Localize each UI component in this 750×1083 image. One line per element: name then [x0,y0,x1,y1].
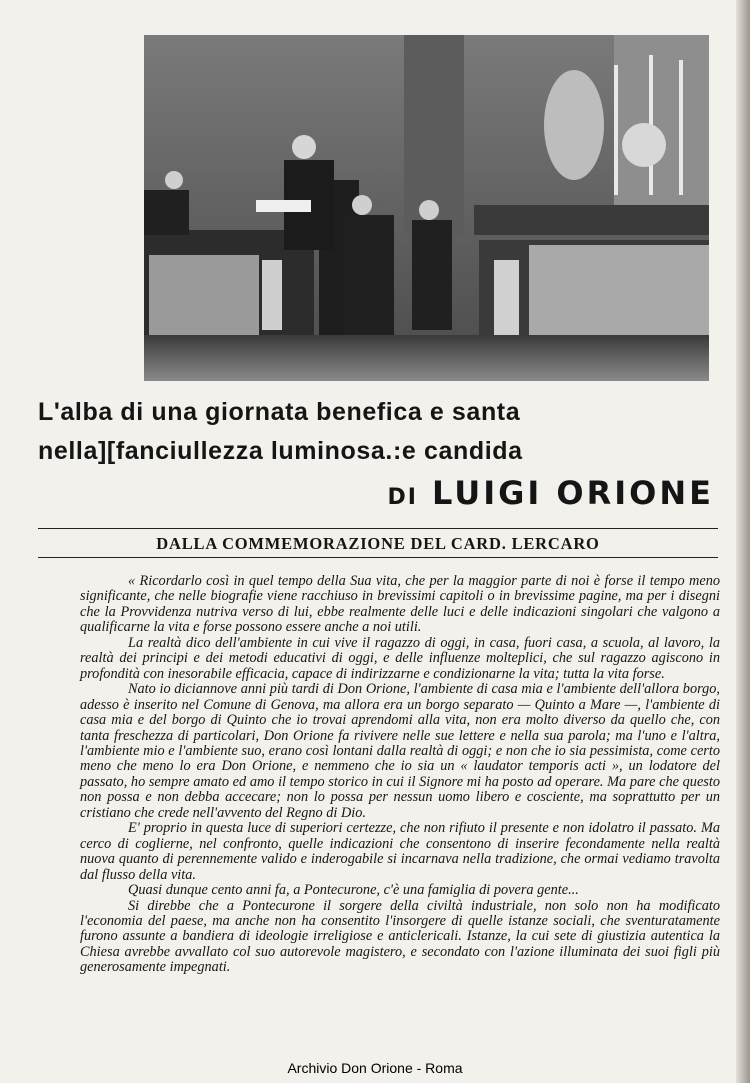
paragraph-5: Quasi dunque cento anni fa, a Pontecurone, c'è una famiglia di povera gente... [128,882,579,899]
page-edge [736,0,750,1083]
archive-caption: Archivio Don Orione - Roma [287,1060,463,1076]
paragraph-1: « Ricordarlo così in quel tempo della Sua vita, che per la maggior parte di noi è forse il tempo meno significante, che nelle biografie viene racchiuso in brevissimi capitoli o in brevissime pagine, ma per i disegni che la Provvidenza nutriva verso di lui, ebbe realmente delle luci e delle indicazioni singolari che valgono a qualificarne la vita e forse possono essere anche a noi utili. [80,573,720,636]
headline [38,395,718,512]
subtitle-rule-bottom [38,557,718,558]
headline-line-2: nella][fanciullezza luminosa.:e candida [38,437,523,465]
article-body [80,574,720,976]
ceremony-photo-illustration [144,35,709,381]
paragraph-3: Nato io diciannove anni più tardi di Don Orione, l'ambiente di casa mia e l'ambiente dell'allora borgo, adesso è inserito nel Comune di Genova, ma allora era un borgo separato — Quinto a Mare —, l'ambiente di casa mia e del borgo di Quinto che io trovai aprendomi alla vita, non era molto diverso da quello che, con tanta freschezza di particolari, Don Orione fa rivivere nelle sue lettere e nella sua parola; ma l'uno e l'altra, l'ambiente mio e l'ambiente suo, erano così lontani dalla realtà di oggi; e non che io sia pessimista, come certo meno che meno lo era Don Orione, e nemmeno che io sia un « laudator temporis acti », un lodatore del passato, ho sempre amato ed amo il tempo storico in cui il Signore mi ha posto ad operare. Ma pare che questo non possa e non debba accecare; non lo possa per nessun uomo libero e cosciente, ma soprattutto per un cristiano che crede nell'avvento del Regno di Dio. [80,681,720,821]
subtitle: DALLA COMMEMORAZIONE DEL CARD. LERCARO [156,534,600,553]
headline-line-1: L'alba di una giornata benefica e santa [38,398,521,426]
headline-prefix: DI [387,485,418,510]
headline-name: LUIGI ORIONE [431,474,714,512]
paragraph-2: La realtà dico dell'ambiente in cui vive il ragazzo di oggi, in casa, fuori casa, a scuola, al lavoro, la realtà dei principi e dei metodi educativi di oggi, e delle influenze molteplici, che sul ragazzo agiscono in profondità con inesorabile efficacia, capace di indirizzarne e condizionarne la vita; tutta la vita forse. [80,634,720,682]
headline-line-3 [388,473,715,518]
ceremony-photo [144,35,709,381]
paragraph-6: Si direbbe che a Pontecurone il sorgere della civiltà industriale, non solo non ha modificato l'economia del paese, ma anche non ha consentito l'insorgere di quelle istanze sociali, che sventuratamente furono assunte a bandiera di ideologie irreligiose e anticlericali. Istanze, la cui sete di giustizia autentica la Chiesa avrebbe avvallato col suo autorevole magistero, e secondato con l'azione illuminata dei suoi figli più generosamente impegnati. [80,897,720,976]
subtitle-rule-top [38,528,718,529]
paragraph-4: E' proprio in questa luce di superiori certezze, che non rifiuto il presente e non idolatro il passato. Ma cerco di coglierne, nel confronto, quelle indicazioni che consentono di inserire fecondamente nella realtà nuova quanto di perennemente valido e inderogabile si incarnava nella tradizione, che ormai vediamo travolta dal flusso della vita. [80,820,720,883]
